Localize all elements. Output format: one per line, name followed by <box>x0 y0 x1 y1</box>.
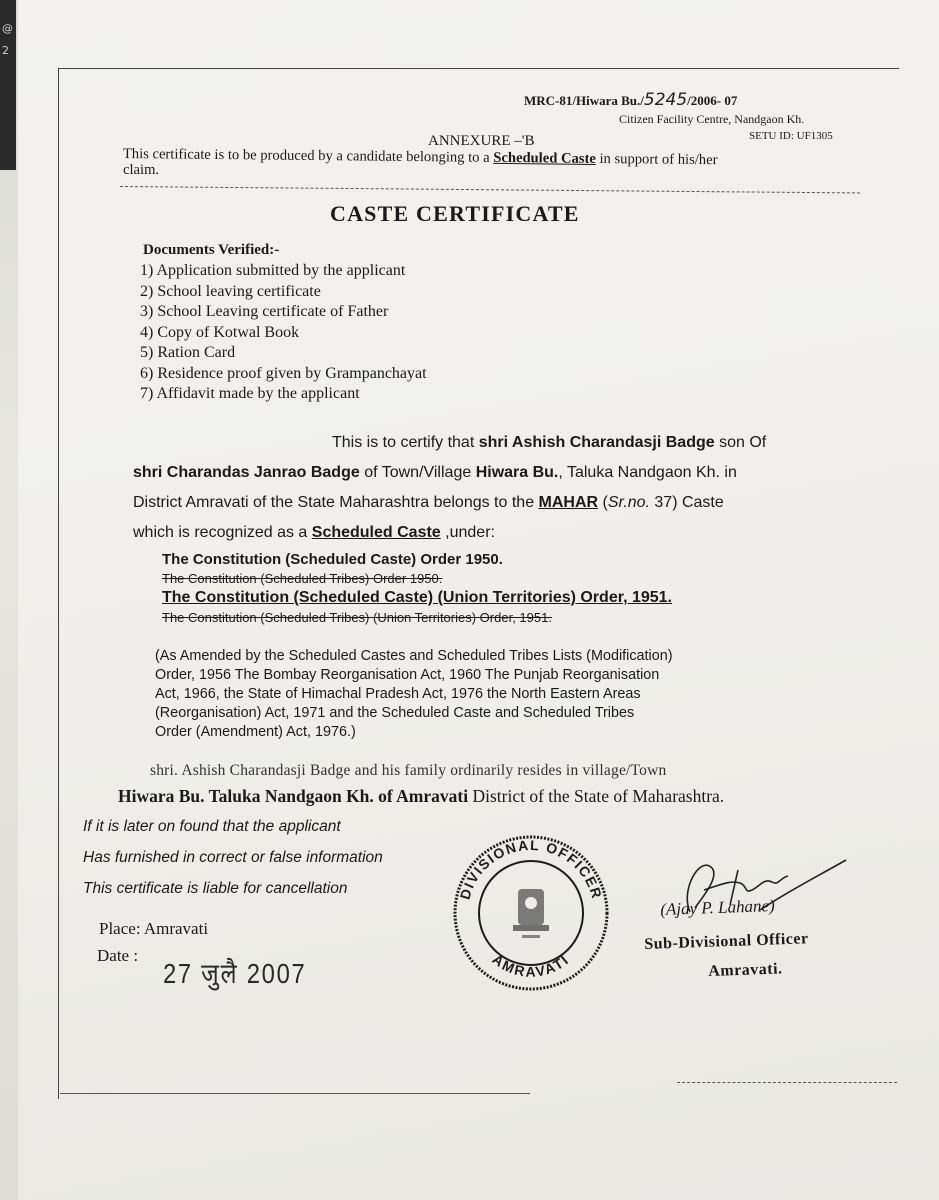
bottom-divider-right <box>677 1082 897 1083</box>
document-item: 4) Copy of Kotwal Book <box>140 323 300 341</box>
order-sc-1950: The Constitution (Scheduled Caste) Order 1950. <box>162 551 503 568</box>
facility-name: Citizen Facility Centre, Nandgaon Kh. <box>619 112 805 126</box>
document-item: 6) Residence proof given by Grampanchayat <box>140 364 427 382</box>
certificate-title: CASTE CERTIFICATE <box>330 201 580 226</box>
seal-ring-bottom: AMRAVATI <box>489 950 573 980</box>
amendment-line: Order (Amendment) Act, 1976.) <box>155 724 356 740</box>
order-st-1950-struck: The Constitution (Scheduled Tribes) Order 1950. <box>162 571 443 586</box>
body-line: This is to certify that shri Ashish Charandasji Badge son Of <box>332 434 767 451</box>
body-line: shri Charandas Janrao Badge of Town/Village Hiwara Bu., Taluka Nandgaon Kh. in <box>133 464 737 481</box>
document-item: 5) Ration Card <box>140 344 236 361</box>
warning-line: If it is later on found that the applicant <box>83 818 341 835</box>
document-item: 3) School Leaving certificate of Father <box>140 303 389 320</box>
intro-claim: claim. <box>123 162 160 178</box>
date-stamp: 27 जुलै 2007 <box>163 958 307 989</box>
document-item: 1) Application submitted by the applicant <box>140 262 406 279</box>
reference-number: MRC-81/Hiwara Bu./5245/2006- 07 <box>524 90 738 110</box>
signatory-office: Amravati. <box>708 960 783 980</box>
page-number-icon: 2 <box>2 44 9 57</box>
residence-line-1: shri. Ashish Charandasji Badge and his family ordinarily resides in village/Town <box>150 762 667 779</box>
place-field: Place: Amravati <box>99 919 209 938</box>
emblem-icon <box>513 889 549 938</box>
amendment-line: Order, 1956 The Bombay Reorganisation Act, 1960 The Punjab Reorganisation <box>155 667 660 683</box>
at-icon: @ <box>2 22 13 35</box>
intro-caste: Scheduled Caste <box>493 149 596 167</box>
cancellation-warning <box>83 811 383 904</box>
certification-body <box>133 428 766 548</box>
amendment-line: Act, 1966, the State of Himachal Pradesh Act, 1976 the North Eastern Areas <box>155 686 641 702</box>
intro-line: This certificate is to be produced by a candidate belonging to a Scheduled Caste in support of his/her <box>122 146 718 169</box>
date-label: Date : <box>97 946 139 965</box>
signatory-designation: Sub-Divisional Officer <box>644 930 809 953</box>
amendment-line: (Reorganisation) Act, 1971 and the Scheduled Caste and Scheduled Tribes <box>155 705 635 721</box>
documents-list <box>140 261 427 405</box>
order-st-ut-1951-struck: The Constitution (Scheduled Tribes) (Union Territories) Order, 1951. <box>162 610 552 625</box>
document-item: 7) Affidavit made by the applicant <box>140 385 360 402</box>
signatory-name: (Ajay P. Lahane) <box>660 896 776 919</box>
document-item: 2) School leaving certificate <box>140 282 321 300</box>
amendment-line: (As Amended by the Scheduled Castes and Scheduled Tribes Lists (Modification) <box>155 648 673 664</box>
amendment-paragraph <box>155 647 673 742</box>
setu-id: SETU ID: UF1305 <box>749 130 833 142</box>
order-sc-ut-1951: The Constitution (Scheduled Caste) (Union Territories) Order, 1951. <box>162 589 672 606</box>
page-left-edge <box>0 0 16 170</box>
warning-line: This certificate is liable for cancellation <box>83 880 348 897</box>
official-seal <box>448 833 614 993</box>
bottom-divider-left <box>60 1093 530 1094</box>
documents-heading: Documents Verified:- <box>143 242 280 258</box>
annexure-label: ANNEXURE –'B <box>428 133 535 149</box>
warning-line: Has furnished in correct or false information <box>83 849 383 866</box>
body-line: District Amravati of the State Maharashtra belongs to the MAHAR (Sr.no. 37) Caste <box>133 494 724 511</box>
body-line: which is recognized as a Scheduled Caste ,under: <box>133 524 495 541</box>
residence-line-2: Hiwara Bu. Taluka Nandgaon Kh. of Amravati District of the State of Maharashtra. <box>118 786 725 806</box>
seal-ring-top: DIVISIONAL OFFICER <box>456 836 606 902</box>
